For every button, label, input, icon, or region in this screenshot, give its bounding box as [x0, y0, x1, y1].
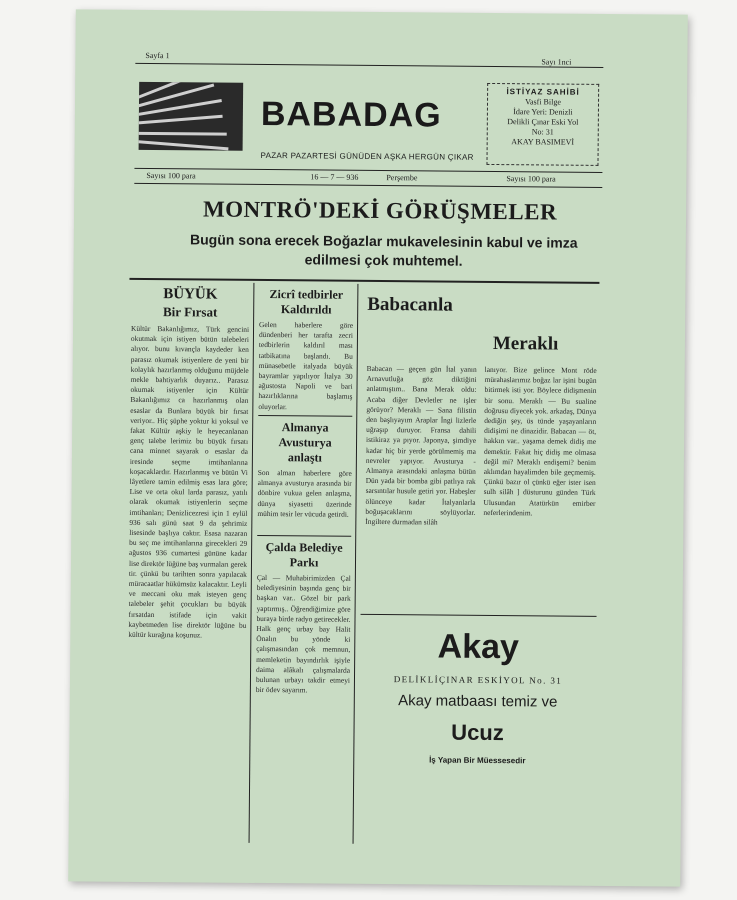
- ad-address: DELİKLİÇINAR ESKİYOL No. 31: [393, 674, 563, 686]
- col1-body: Kültür Bakanlığımız, Türk gencini okutmak için istiyen bütün talebeleri alıyor. bunu kıvançla kaydeder ken parasız okumak istiyenlere de yeni bir kolaylık hazırlanmış olduğunu müjdele mekle bahtiyarlık duyarız.. Parasız okumak istiyenler için Kültür Bakanlığımız ca hazırlanmış olan esaslar da Bunlara büyük bir fırsat veriyor.. Hiç şüphe yoktur ki yoksul ve fakat Kültür aşkiy le heyecanlanan genç talebe lerimiz bu büyük fırsatı cana minnet sayarak o esaslar da iresinde seçme imtihanlarına koşacaklardır. Hazırlanmış ve bütün Vi lâyetlere tamin edilmiş esas lara göre; Lise ve orta okul larda parasız, yatılı olarak okumak istiyenlerin seçme imtihanları; Denizlicezresi için 1 eylül 936 salı günü saat 9 da şehrimiz lisesinde başlıya caktır. Esasa nazaran bu seç me imtihanlarına girecekleri 29 ağustos 936 cumartesi gününe kadar lise direktör lüğüne baş vurmaları gerek tir. çünkü bu tarihten sonra yapılacak müracaatlar hükümsüz kalacaktır. Leyli ve meccani oku mak isteyen genç talebeler şehit çocukları bu büyük fırsatdan istifade için vakit kaybetmeden lise direktör lüğüne bu kültür kurağına koşunuz.: [128, 323, 250, 640]
- owner-printer: AKAY BASIMEVİ: [511, 137, 575, 147]
- col2-story2-body: Son alman haberlere göre almanya avusturya arasında bir dönbire vukua gelen anlaşma, dünya siyasetti üzerinde mühim tesir ler vücuda getirdi.: [257, 467, 352, 519]
- col2-divider-2: [257, 535, 351, 537]
- col2-story2-title-2: Avusturya: [278, 435, 332, 450]
- column-rule-2: [353, 284, 359, 844]
- owner-box: [486, 83, 599, 166]
- date-rule-top: [134, 168, 602, 173]
- col2-story3-body: Çal — Muhabirimizden Çal belediyesinin başında genç bir başkan var.. Gözel bir park yaptırmış.. Öğrendiğimize göre buraya birde radyo getirecekler. Halk genç urbay bay Halit Önalın bu yönde ki çalışmasından çok memnun, memleketin bayındırlık işiyle daima alâkalı çalışmalarda bulunan urbayı takdir etmeyi bir ödev sayarım.: [255, 572, 351, 695]
- lead-subhead: [124, 230, 644, 273]
- owner-address-3: No: 31: [531, 127, 554, 137]
- page-label: Sayfa 1: [145, 50, 170, 61]
- owner-address-1: İdare Yeri: Denizli: [513, 107, 573, 117]
- col2-story3-title-1: Çalda Belediye: [265, 540, 343, 555]
- column-1-story: [127, 286, 250, 833]
- lead-headline: MONTRÖ'DEKİ GÖRÜŞMELER: [202, 196, 558, 225]
- col1-title-1: BÜYÜK: [163, 286, 218, 303]
- masthead-title: BABADAG: [260, 94, 442, 135]
- col2-story3-title-2: Parkı: [289, 555, 319, 570]
- ad-name: Akay: [437, 627, 520, 667]
- col2-story2-title-1: Almanya: [281, 420, 329, 435]
- issue-date: 16 — 7 — 936: [310, 172, 359, 182]
- owner-address-2: Delikli Çınar Eski Yol: [507, 117, 579, 127]
- col2-story1-title-1: Zicrî tedbirler: [269, 287, 344, 302]
- col2-story1-body: Gelen haberlere göre dündenberi her tarafta zecri tedbirlerin kaldırıl ması tatbikatına başlandı. Bu münasebetle italyada büyük bayramlar yapılıyor İtalya 30 ağustosta Napoli ve bari hazırlıklarına başlamış oluyorlar.: [258, 319, 354, 411]
- issue-label: Sayı 1nci: [541, 57, 572, 67]
- ad-rule: [361, 614, 597, 617]
- col2-story1-title-2: Kaldırıldı: [280, 302, 332, 317]
- col3-title-2: Meraklı: [492, 332, 559, 355]
- lead-rule: [129, 278, 599, 284]
- newspaper-page: [68, 9, 688, 886]
- lead-subhead-line-2: edilmesi çok muhtemel.: [304, 251, 463, 269]
- ad-line-1: Akay matbaası temiz ve: [398, 692, 558, 711]
- price-right: Sayısı 100 para: [506, 174, 556, 184]
- ad-line-2: Ucuz: [451, 719, 504, 746]
- col2-divider-1: [258, 415, 352, 417]
- masthead-tagline: PAZAR PAZARTESİ GÜNÜDEN AŞKA HERGÜN ÇIKAR: [260, 150, 474, 162]
- owner-heading: İSTİYAZ SAHİBİ: [506, 87, 580, 97]
- owner-name: Vasfi Bilge: [525, 97, 561, 107]
- price-left: Sayısı 100 para: [146, 170, 196, 181]
- top-rule: [135, 63, 603, 68]
- col1-title-2: Bir Fırsat: [162, 304, 218, 320]
- col3-left-body: Babacan — geçen gün İtal yanın Arnavutluğa göz diktiğini anlatmıştım.. Bana Merak oldu: Acaba diğer Devletler ne işler görüyor? Meraklı — Sana filistin den başlıyayım Araplar İngi lizlerle uğraşıp duruyor. Fransa dahili istikiraz ya pıyor. Japonya, şimdiye kadar hiç bir yerde görülmemiş ma nevreler yapıyor. Avusturya - Almanya arasındaki anlaşma bütün Dün yada bir bomba gibi patlıya rak sarsıntılar husule getiri yor. Habeşler ölünceye kadar İtalyanlarla boğuşacaklarını söylüyorlar. İngiltere durmadan silâh: [365, 363, 477, 527]
- column-2-stories: [255, 287, 353, 774]
- col3-right-body: lanıyor. Bize gelince Mont röde mürahaslarımız boğaz lar işini bugün bitirmek isti yor. Böylece didişmenin bir sonu. Meraklı — Bu sualine doğrusu diyecek yok. arkadaş, Dünya dediğin şey, üs tünde yaşayanların didişimi ne dinazidir. Babacan — öt, hakkın var.. yaşama demek didiş me demektir. Fakat hiç didiş me olmasa değil mi? Meraklı endişemi? benim aklımdan hayalimden bile geçmemiş. Çünkü bazır ol çünkü eğer ister isen sulh silâh ] düsturunu günden Türk Ulusundan Atatürkün emirber neferlerindenim.: [483, 364, 597, 518]
- akay-advertisement: [359, 626, 596, 766]
- column-rule-1: [249, 283, 255, 843]
- col3-title-1: Babacanla: [367, 293, 453, 316]
- lead-subhead-line-1: Bugün sona erecek Boğazlar mukavelesinin kabul ve imza: [189, 231, 578, 251]
- ad-footer: İş Yapan Bir Müessesedir: [429, 755, 526, 766]
- issue-weekday: Perşembe: [386, 173, 418, 183]
- col2-story2-title-3: anlaştı: [287, 450, 322, 465]
- party-logo-icon: [139, 82, 244, 151]
